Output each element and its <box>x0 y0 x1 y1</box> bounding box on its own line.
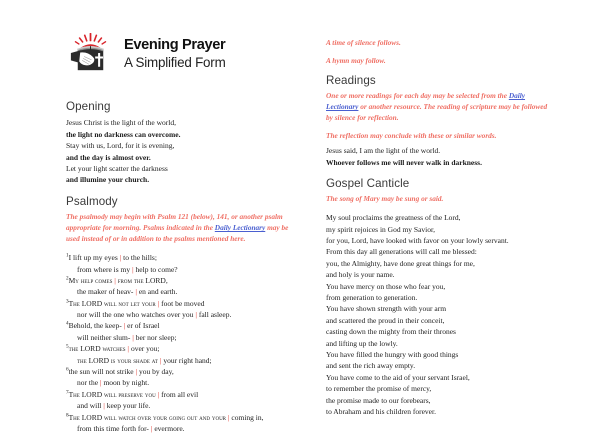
opening-line: and illumine your church. <box>66 175 150 185</box>
canticle-line: you, the Almighty, have done great things for me, <box>326 258 475 268</box>
psalm-line <box>66 366 298 377</box>
canticle-line: for you, Lord, have looked with favor on your lowly servant. <box>326 236 509 246</box>
pointing-mark: | <box>157 298 160 308</box>
right-column <box>326 0 554 417</box>
verse-text-c: the LORD is your shade at <box>77 355 158 365</box>
verse-text-b: er of Israel <box>127 321 160 331</box>
pointing-mark: | <box>195 310 197 320</box>
pointing-mark: | <box>119 253 122 263</box>
masthead-text <box>124 38 226 69</box>
verse-number: 5 <box>66 343 69 350</box>
opening-line: the light no darkness can overcome. <box>66 129 181 139</box>
silence-rubric: A time of silence follows. <box>326 38 401 47</box>
psalm-line <box>66 275 298 286</box>
opening-line: Jesus Christ is the light of the world, <box>66 118 176 128</box>
readings-line: Whoever follows me will never walk in darkness. <box>326 157 482 167</box>
canticle-line: From this day all generations will call me blessed: <box>326 247 477 257</box>
verse-text-d: your right hand; <box>163 355 212 365</box>
pointing-mark: | <box>150 423 153 433</box>
opening-line: and the day is almost over. <box>66 152 151 162</box>
pointing-mark: | <box>103 401 105 411</box>
verse-text-a: I lift up my eyes <box>68 253 118 263</box>
verse-text-b: coming in, <box>231 412 264 422</box>
daily-lectionary-link[interactable]: Daily Lectionary <box>326 91 526 112</box>
readings-rubric <box>326 91 554 124</box>
readings-response <box>326 145 554 168</box>
canticle-line: You have filled the hungry with good things <box>326 350 459 359</box>
verse-text-b: you by day, <box>139 367 174 377</box>
canticle-line: You have mercy on those who fear you, <box>326 281 446 291</box>
open-book-hand-cross-sunburst-logo <box>66 30 115 78</box>
psalm-line <box>66 264 298 275</box>
pointing-mark: | <box>135 367 138 377</box>
verse-number: 4 <box>66 320 69 327</box>
psalmody-rubric-part2: may be used instead of or in addition to the psalms mentioned here. <box>66 223 289 244</box>
canticle-line: the promise made to our forebears, <box>326 395 431 405</box>
verse-text-c: will neither slum- <box>77 332 131 342</box>
verse-text-c: from where is my <box>77 264 131 274</box>
canticle-line: to Abraham and his children forever. <box>326 406 436 416</box>
pointing-mark: | <box>159 355 162 365</box>
psalm-line <box>66 309 298 320</box>
verse-text-b: from all evil <box>161 389 199 399</box>
pointing-mark: | <box>127 344 130 354</box>
psalm-line <box>66 298 298 309</box>
verse-text-d: ber nor sleep; <box>135 332 177 342</box>
pointing-mark: | <box>157 389 160 399</box>
readings-line: Jesus said, I am the light of the world. <box>326 146 441 156</box>
psalm-line <box>66 423 298 434</box>
verse-text-b: from the LORD, <box>117 275 168 285</box>
verse-text-a: the sun will not strike <box>68 367 134 377</box>
psalmody-rubric <box>66 212 298 245</box>
pointing-mark: | <box>227 412 230 422</box>
readings-rubric-part2: or another resource. The reading of scripture may be followed by silence for reflection. <box>326 102 548 123</box>
verse-number: 6 <box>66 366 69 373</box>
verse-text-a: The LORD will not let your <box>68 298 156 308</box>
canticle-line: and lifting up the lowly. <box>326 338 398 348</box>
verse-text-d: moon by night. <box>103 378 150 388</box>
psalmody-rubric-part1: The psalmody may begin with Psalm 121 (below), 141, or another psalm appropriate for morning. Psalms indicated in the <box>66 212 283 233</box>
psalm-line <box>66 332 298 343</box>
psalm-line <box>66 400 298 411</box>
hymn-rubric: A hymn may follow. <box>326 55 386 65</box>
daily-lectionary-link[interactable]: Daily Lectionary <box>214 223 266 233</box>
pointing-mark: | <box>135 287 137 297</box>
masthead <box>66 30 298 78</box>
canticle-line: to remember the promise of mercy, <box>326 384 432 394</box>
verse-number: 2 <box>66 275 69 282</box>
verse-text-a: My help comes <box>68 275 113 285</box>
pointing-mark: | <box>123 321 126 331</box>
psalm-line <box>66 412 298 423</box>
verse-number: 1 <box>66 252 69 259</box>
verse-text-d: en and earth. <box>138 287 178 297</box>
canticle-line: and holy is your name. <box>326 270 395 280</box>
verse-number: 7 <box>66 389 69 396</box>
verse-text-d: keep your life. <box>106 401 151 411</box>
verse-text-c: from this time forth for- <box>77 423 149 433</box>
verse-text-d: help to come? <box>135 264 178 274</box>
psalm-line <box>66 286 298 297</box>
verse-text-a: Behold, the keep- <box>68 321 122 331</box>
verse-text-c: the maker of heav- <box>77 287 134 297</box>
heading-readings: Readings <box>326 73 376 87</box>
heading-opening: Opening <box>66 100 111 113</box>
verse-number: 3 <box>66 298 69 305</box>
verse-text-b: over you; <box>130 344 160 354</box>
verse-text-c: nor the <box>77 378 99 388</box>
verse-text-b: foot be moved <box>161 298 205 308</box>
pointing-mark: | <box>99 378 102 388</box>
magnificat-text <box>326 212 554 417</box>
opening-text <box>66 117 298 185</box>
verse-text-d: fall asleep. <box>198 310 232 320</box>
verse-text-d: evermore. <box>154 423 185 433</box>
heading-gospel-canticle: Gospel Canticle <box>326 176 410 190</box>
canticle-line: You have come to the aid of your servant Israel, <box>326 372 470 382</box>
opening-line: Let your light scatter the darkness <box>66 164 168 174</box>
canticle-line: and sent the rich away empty. <box>326 361 416 371</box>
document-subtitle: A Simplified Form <box>124 54 226 70</box>
canticle-line: My soul proclaims the greatness of the Lord, <box>326 213 461 223</box>
document-title: Evening Prayer <box>124 37 226 54</box>
verse-text-a: The LORD will preserve you <box>68 389 156 399</box>
verse-text-b: to the hills; <box>123 253 157 263</box>
canticle-line: and scattered the proud in their conceit, <box>326 315 445 325</box>
left-column <box>66 0 298 434</box>
reflection-rubric: The reflection may conclude with these or similar words. <box>326 131 497 141</box>
pointing-mark: | <box>114 275 116 285</box>
canticle-line: my spirit rejoices in God my Savior, <box>326 224 436 234</box>
psalm-verses <box>66 252 298 434</box>
verse-text-c: nor will the one who watches over you <box>77 310 194 320</box>
pointing-mark: | <box>132 332 134 342</box>
canticle-line: casting down the mighty from their thrones <box>326 327 456 337</box>
verse-text-a: the LORD watches <box>68 344 126 354</box>
heading-psalmody: Psalmody <box>66 194 118 208</box>
psalm-line <box>66 320 298 331</box>
verse-number: 8 <box>66 412 69 419</box>
verse-text-a: The LORD will watch over your going out and your <box>68 412 227 422</box>
gospel-canticle-rubric: The song of Mary may be sung or said. <box>326 194 444 204</box>
pointing-mark: | <box>132 264 134 274</box>
psalm-line <box>66 389 298 400</box>
canticle-line: You have shown strength with your arm <box>326 304 447 314</box>
psalm-line <box>66 377 298 388</box>
canticle-line: from generation to generation. <box>326 293 418 303</box>
verse-text-c: and will <box>77 401 102 411</box>
psalm-line <box>66 343 298 354</box>
psalm-line <box>66 252 298 263</box>
opening-line: Stay with us, Lord, for it is evening, <box>66 141 175 151</box>
readings-rubric-part1: One or more readings for each day may be selected from the <box>326 91 509 101</box>
psalm-line <box>66 355 298 366</box>
